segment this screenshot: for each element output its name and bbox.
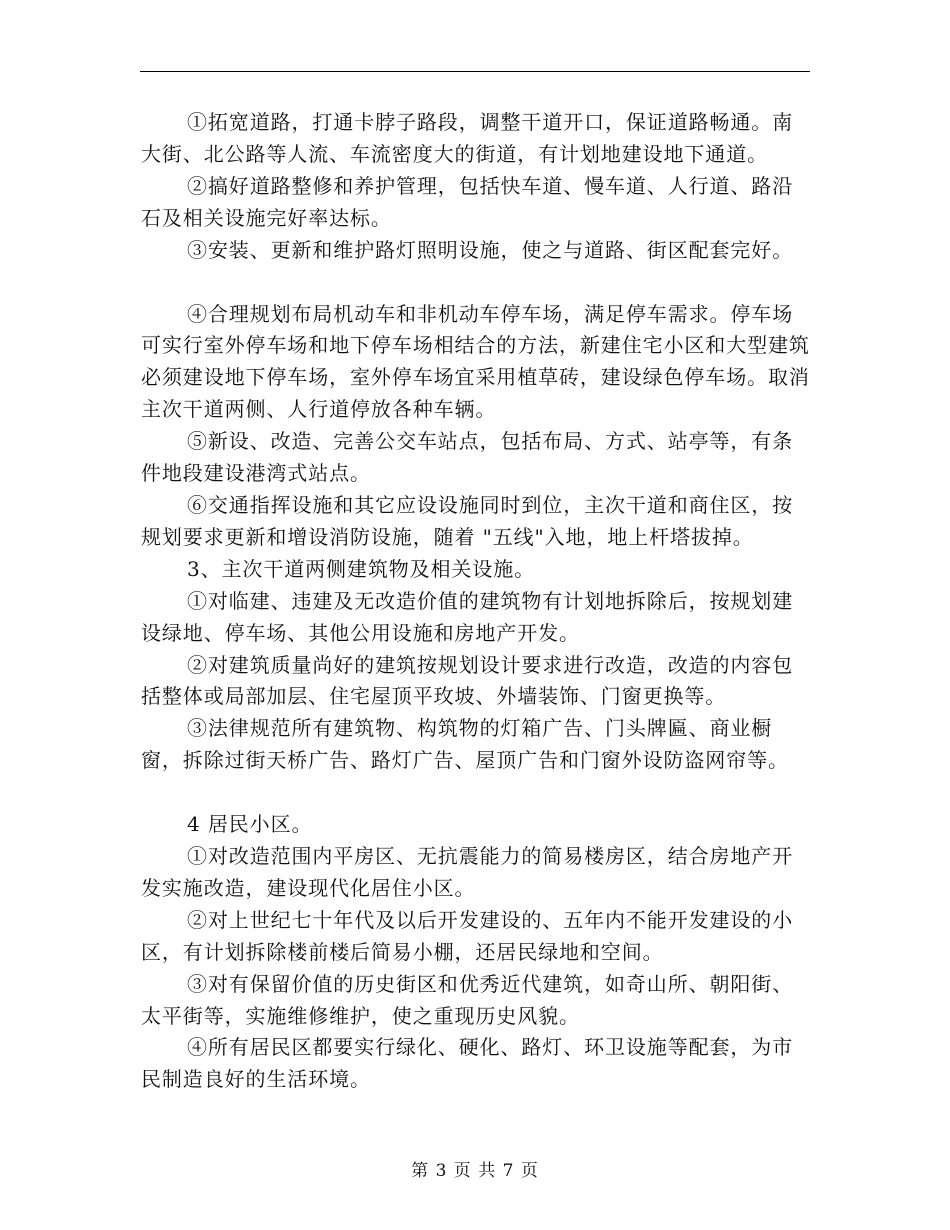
- paragraph-parking: ④合理规划布局机动车和非机动车停车场，满足停车需求。停车场可实行室外停车场和地下停车场相结合的方法，新建住宅小区和大型建筑必须建设地下停车场，室外停车场宜采用植草砖，建设绿色停车场。取消主次干道两侧、人行道停放各种车辆。: [141, 301, 810, 422]
- paragraph-road-maintenance: ②搞好道路整修和养护管理，包括快车道、慢车道、人行道、路沿石及相关设施完好率达标。: [141, 173, 794, 230]
- page-number: 第 3 页 共 7 页: [411, 1161, 539, 1181]
- paragraph-traffic-facilities: ⑥交通指挥设施和其它应设设施同时到位，主次干道和商住区，按规划要求更新和增设消防设施，随着 "五线"入地，地上杆塔拔掉。: [141, 492, 794, 549]
- paragraph-demolition: ①对临建、违建及无改造价值的建筑物有计划地拆除后，按规划建设绿地、停车场、其他公用设施和房地产开发。: [141, 588, 794, 645]
- paragraph-shed-removal: ②对上世纪七十年代及以后开发建设的、五年内不能开发建设的小区，有计划拆除楼前楼后简易小棚，还居民绿地和空间。: [141, 907, 794, 964]
- document-body: [141, 107, 813, 1096]
- paragraph-bungalow-renovation: ①对改造范围内平房区、无抗震能力的简易楼房区，结合房地产开发实施改造，建设现代化居住小区。: [141, 844, 794, 900]
- section-heading-residential: 4 居民小区。: [187, 812, 313, 837]
- paragraph-bus-stops: ⑤新设、改造、完善公交车站点，包括布局、方式、站亭等，有条件地段建设港湾式站点。: [141, 429, 794, 486]
- header-rule: [140, 71, 810, 72]
- paragraph-street-lighting: ③安装、更新和维护路灯照明设施，使之与道路、街区配套完好。: [187, 237, 794, 262]
- paragraph-widen-roads: ①拓宽道路，打通卡脖子路段，调整干道开口，保证道路畅通。南大街、北公路等人流、车流密度大的街道，有计划地建设地下通道。: [141, 110, 794, 166]
- section-heading-buildings: 3、主次干道两侧建筑物及相关设施。: [187, 556, 536, 581]
- paragraph-advertising: ③法律规范所有建筑物、构筑物的灯箱广告、门头牌匾、商业橱窗，拆除过街天桥广告、路灯广告、屋顶广告和门窗外设防盗网帘等。: [141, 716, 789, 773]
- paragraph-gap: [141, 267, 813, 299]
- paragraph-residential-facilities: ④所有居民区都要实行绿化、硬化、路灯、环卫设施等配套，为市民制造良好的生活环境。: [141, 1035, 794, 1092]
- paragraph-renovation: ②对建筑质量尚好的建筑按规划设计要求进行改造，改造的内容包括整体或局部加层、住宅屋顶平玫坡、外墙装饰、门窗更换等。: [141, 652, 794, 709]
- paragraph-gap: [141, 777, 813, 809]
- paragraph-historic-districts: ③对有保留价值的历史街区和优秀近代建筑，如奇山所、朝阳街、太平街等，实施维修维护，使之重现历史风貌。: [141, 971, 794, 1028]
